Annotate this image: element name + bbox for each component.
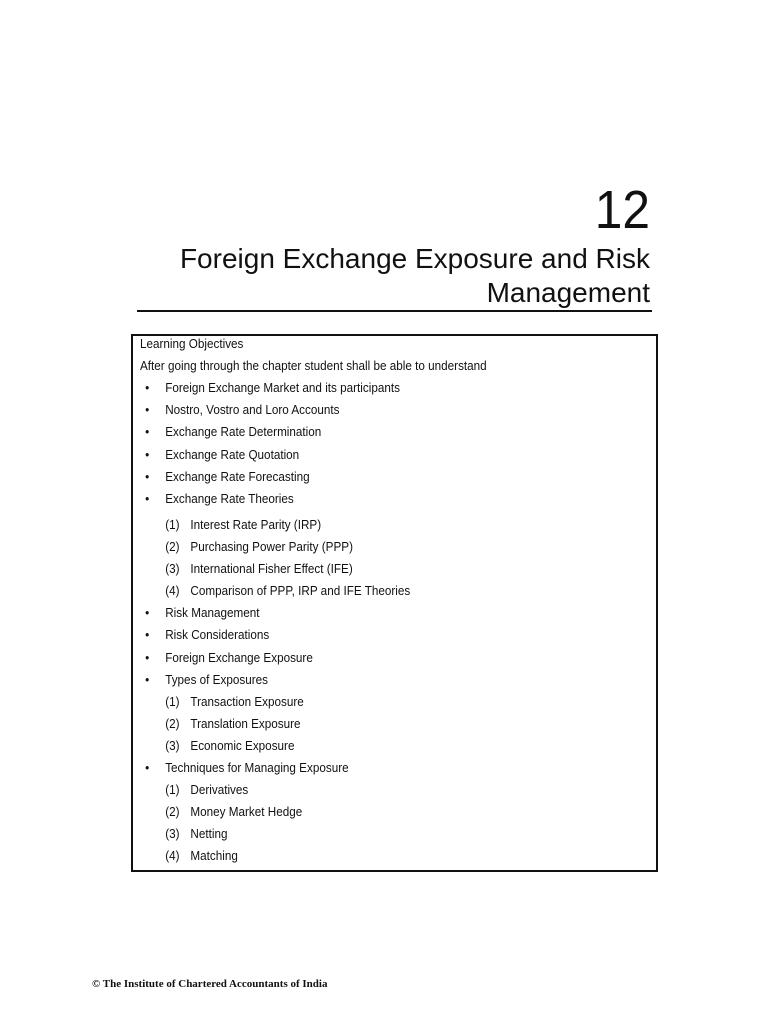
- objective-bullet-item: [140, 402, 680, 418]
- objective-bullet-item: [140, 627, 680, 643]
- objective-text: Exchange Rate Theories: [165, 491, 294, 506]
- subitem-text: Derivatives: [190, 782, 249, 797]
- objective-subitem: [140, 517, 680, 533]
- objective-subitem: [140, 694, 680, 710]
- subitem-number: (1): [165, 517, 180, 532]
- title-divider: [137, 310, 652, 312]
- objective-text: Exchange Rate Determination: [165, 424, 322, 439]
- subitem-text: Purchasing Power Parity (PPP): [190, 539, 353, 554]
- chapter-number: 12: [594, 180, 650, 240]
- bullet-icon: •: [145, 402, 150, 417]
- subitem-text: Transaction Exposure: [190, 694, 304, 709]
- bullet-icon: •: [145, 760, 150, 775]
- subitem-number: (2): [165, 804, 180, 819]
- objective-bullet-item: [140, 380, 680, 396]
- bullet-icon: •: [145, 469, 150, 484]
- objective-text: Risk Management: [165, 605, 260, 620]
- objective-bullet-item: [140, 650, 680, 666]
- bullet-icon: •: [145, 650, 150, 665]
- bullet-icon: •: [145, 447, 150, 462]
- bullet-icon: •: [145, 627, 150, 642]
- chapter-title: Foreign Exchange Exposure and Risk Management: [179, 243, 650, 308]
- objective-bullet-item: [140, 760, 680, 776]
- subitem-number: (1): [165, 694, 180, 709]
- objective-subitem: [140, 561, 680, 577]
- subitem-number: (1): [165, 782, 180, 797]
- bullet-icon: •: [145, 424, 150, 439]
- objective-bullet-item: [140, 491, 680, 507]
- objective-subitem: [140, 848, 680, 864]
- objective-text: Foreign Exchange Exposure: [165, 650, 313, 665]
- objective-subitem: [140, 716, 680, 732]
- subitem-number: (3): [165, 738, 180, 753]
- objective-subitem: [140, 583, 680, 599]
- subitem-text: Economic Exposure: [190, 738, 295, 753]
- objectives-intro: After going through the chapter student shall be able to understand: [140, 358, 487, 373]
- objective-bullet-item: [140, 447, 680, 463]
- subitem-number: (3): [165, 826, 180, 841]
- subitem-number: (3): [165, 561, 180, 576]
- objective-text: Risk Considerations: [165, 627, 270, 642]
- subitem-number: (4): [165, 848, 180, 863]
- subitem-text: Netting: [190, 826, 228, 841]
- objective-bullet-item: [140, 605, 680, 621]
- objective-subitem: [140, 804, 680, 820]
- subitem-text: Interest Rate Parity (IRP): [190, 517, 322, 532]
- objective-bullet-item: [140, 424, 680, 440]
- objective-subitem: [140, 539, 680, 555]
- subitem-text: Translation Exposure: [190, 716, 301, 731]
- objectives-heading: Learning Objectives: [140, 336, 244, 351]
- objective-text: Exchange Rate Quotation: [165, 447, 300, 462]
- bullet-icon: •: [145, 672, 150, 687]
- objective-bullet-item: [140, 469, 680, 485]
- subitem-text: Money Market Hedge: [190, 804, 303, 819]
- bullet-icon: •: [145, 491, 150, 506]
- subitem-text: Matching: [190, 848, 238, 863]
- objective-text: Nostro, Vostro and Loro Accounts: [165, 402, 340, 417]
- objective-text: Foreign Exchange Market and its participants: [165, 380, 400, 395]
- objective-subitem: [140, 826, 680, 842]
- objective-subitem: [140, 782, 680, 798]
- objective-text: Exchange Rate Forecasting: [165, 469, 310, 484]
- subitem-number: (4): [165, 583, 180, 598]
- subitem-number: (2): [165, 539, 180, 554]
- bullet-icon: •: [145, 380, 150, 395]
- subitem-number: (2): [165, 716, 180, 731]
- subitem-text: Comparison of PPP, IRP and IFE Theories: [190, 583, 411, 598]
- objective-subitem: [140, 738, 680, 754]
- objective-bullet-item: [140, 672, 680, 688]
- subitem-text: International Fisher Effect (IFE): [190, 561, 353, 576]
- copyright-footer: © The Institute of Chartered Accountants of India: [92, 978, 328, 990]
- objective-text: Techniques for Managing Exposure: [165, 760, 349, 775]
- learning-objectives-box: [131, 334, 658, 872]
- objective-text: Types of Exposures: [165, 672, 268, 687]
- bullet-icon: •: [145, 605, 150, 620]
